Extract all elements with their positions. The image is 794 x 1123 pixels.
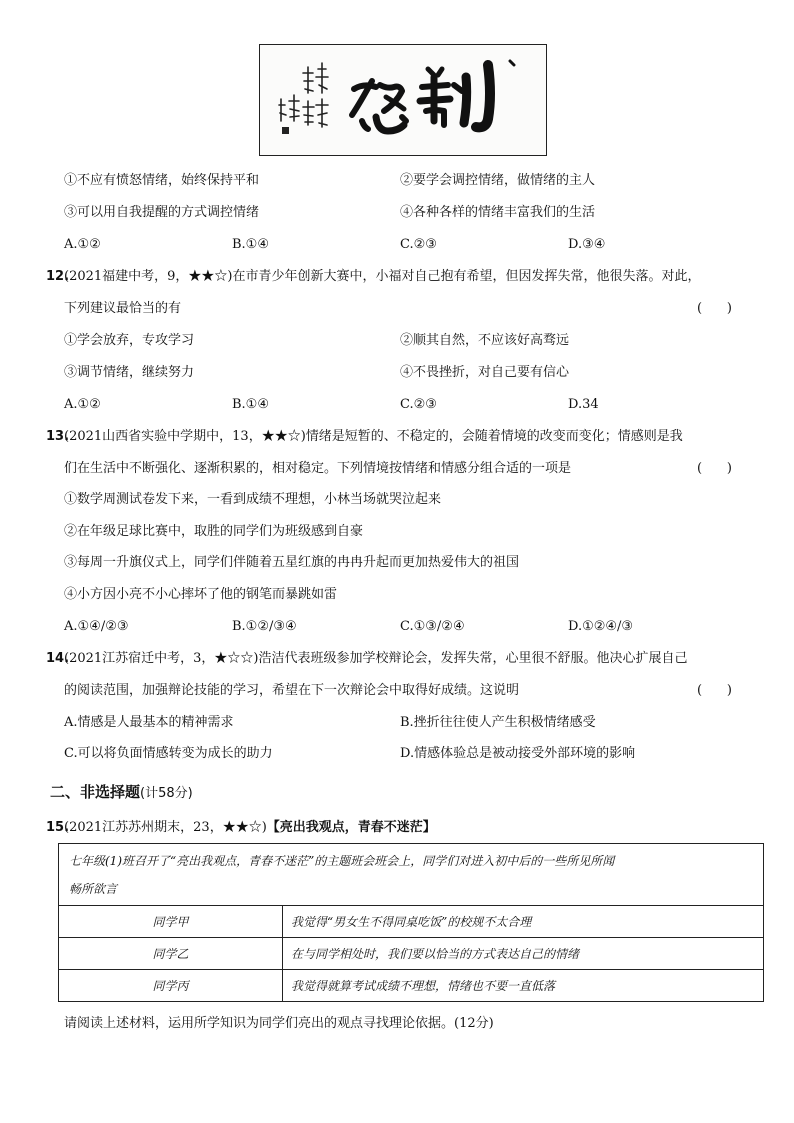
q12-option-a[interactable]: A.①② [64, 397, 101, 412]
student-name: 同学甲 [59, 906, 283, 938]
q12-statement-3: ③调节情绪，继续努力 [64, 365, 195, 380]
q13-option-c[interactable]: C.①③/②④ [400, 619, 465, 634]
table-row [59, 938, 764, 970]
q14-stem-line-2: 的阅读范围，加强辩论技能的学习，希望在下一次辩论会中取得好成绩。这说明 [64, 683, 520, 698]
q14-number: 14. [46, 651, 70, 666]
q13-statement-2: ②在年级足球比赛中，取胜的同学们为班级感到自豪 [64, 524, 364, 539]
student-view: 我觉得“男女生不得同桌吃饭”的校规不太合理 [283, 906, 764, 938]
q13-option-b[interactable]: B.①②/③④ [232, 619, 297, 634]
q14-stem-line-1: (2021江苏宿迁中考，3，★☆☆)浩洁代表班级参加学校辩论会，发挥失常，心里很不舒服。他决心扩展自己 [64, 651, 688, 666]
section-title: 二、非选择题 [50, 783, 141, 801]
student-view: 我觉得就算考试成绩不理想，情绪也不要一直低落 [283, 970, 764, 1002]
q12-option-b[interactable]: B.①④ [232, 397, 269, 412]
q12-option-d[interactable]: D.34 [568, 397, 599, 412]
q11-option-a[interactable]: A.①② [64, 237, 101, 252]
q11-option-d[interactable]: D.③④ [568, 237, 606, 252]
q15-title: 【亮出我观点，青春不迷茫】 [266, 820, 436, 835]
q13-statement-4: ④小方因小亮不小心摔坏了他的钢笔而暴跳如雷 [64, 587, 338, 602]
q12-stem-line-1: (2021福建中考，9，★★☆)在市青少年创新大赛中，小福对自己抱有希望，但因发挥失常，他很失落。对此， [64, 269, 701, 284]
q15-intro-line-1: 七年级(1)班召开了“亮出我观点，青春不迷茫”的主题班会班会上，同学们对进入初中后的一些所见所闻 [69, 853, 615, 868]
q14-option-c[interactable]: C.可以将负面情感转变为成长的助力 [64, 746, 273, 761]
q12-statement-2: ②顺其自然，不应该好高骛远 [400, 333, 570, 348]
q15-number: 15. [46, 820, 70, 835]
q13-option-a[interactable]: A.①④/②③ [64, 619, 129, 634]
table-row [59, 906, 764, 938]
q12-statement-4: ④不畏挫折，对自己要有信心 [400, 365, 570, 380]
q12-answer-bracket[interactable]: ( ) [697, 301, 732, 316]
q13-number: 13. [46, 429, 70, 444]
student-name: 同学丙 [59, 970, 283, 1002]
q14-answer-bracket[interactable]: ( ) [697, 683, 732, 698]
q11-statement-3: ③可以用自我提醒的方式调控情绪 [64, 205, 260, 220]
calligraphy-inscription [278, 59, 338, 139]
student-view: 在与同学相处时，我们要以恰当的方式表达自己的情绪 [283, 938, 764, 970]
table-row [59, 970, 764, 1002]
q12-stem-line-2: 下列建议最恰当的有 [64, 301, 182, 316]
q11-option-c[interactable]: C.②③ [400, 237, 437, 252]
q12-statement-1: ①学会放弃，专攻学习 [64, 333, 195, 348]
q13-answer-bracket[interactable]: ( ) [697, 461, 732, 476]
q13-option-d[interactable]: D.①②④/③ [568, 619, 634, 634]
q11-statement-1: ①不应有愤怒情绪，始终保持平和 [64, 173, 260, 188]
q12-number: 12. [46, 269, 70, 284]
q14-option-a[interactable]: A.情感是人最基本的精神需求 [64, 715, 234, 730]
section-heading [50, 781, 193, 802]
q13-statement-3: ③每周一升旗仪式上，同学们伴随着五星红旗的冉冉升起而更加热爱伟大的祖国 [64, 555, 520, 570]
q15-source: (2021江苏苏州期末，23，★★☆) [64, 820, 267, 835]
q13-stem-line-1: (2021山西省实验中学期中，13，★★☆)情绪是短暂的、不稳定的，会随着情境的改变而变化；情感则是我 [64, 429, 683, 444]
q11-statement-4: ④各种各样的情绪丰富我们的生活 [400, 205, 596, 220]
calligraphy-image [259, 44, 547, 156]
q13-stem-line-2: 们在生活中不断强化、逐渐积累的，相对稳定。下列情境按情绪和情感分组合适的一项是 [64, 461, 572, 476]
q15-material-intro [59, 844, 764, 906]
student-name: 同学乙 [59, 938, 283, 970]
section-score: (计58分) [140, 786, 193, 801]
q14-option-d[interactable]: D.情感体验总是被动接受外部环境的影响 [400, 746, 636, 761]
q15-material-table [58, 843, 764, 1002]
q15-heading [64, 819, 436, 837]
q12-option-c[interactable]: C.②③ [400, 397, 437, 412]
q15-prompt: 请阅读上述材料，运用所学知识为同学们亮出的观点寻找理论依据。(12分) [64, 1016, 494, 1031]
q11-statement-2: ②要学会调控情绪，做情绪的主人 [400, 173, 596, 188]
q14-option-b[interactable]: B.挫折往往使人产生积极情绪感受 [400, 715, 596, 730]
q11-option-b[interactable]: B.①④ [232, 237, 269, 252]
q15-intro-line-2: 畅所欲言 [69, 881, 118, 896]
q13-statement-1: ①数学周测试卷发下来，一看到成绩不理想，小林当场就哭泣起来 [64, 492, 442, 507]
calligraphy-main-characters [342, 57, 522, 147]
